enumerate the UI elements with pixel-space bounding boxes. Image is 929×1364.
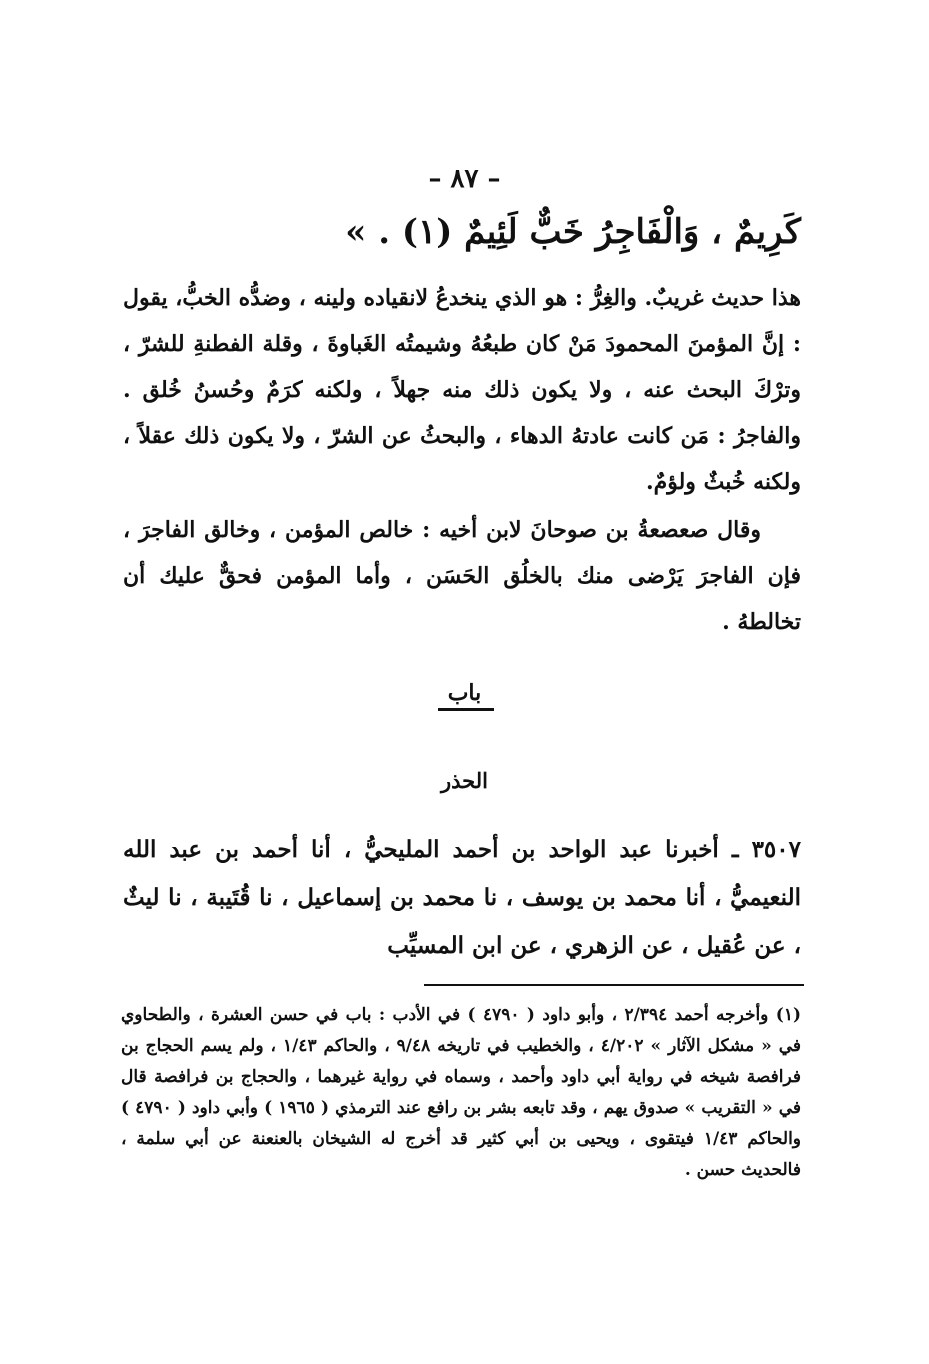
chapter-title: باب bbox=[447, 680, 482, 706]
footnote-divider bbox=[424, 984, 804, 986]
chapter-title-underline bbox=[438, 708, 494, 711]
quote-paragraph: وقال صعصعةُ بن صوحانَ لابن أخيه : خالص المؤمن ، وخالق الفاجرَ ، فإن الفاجرَ يَرْضى منك بالخلُق الحَسَن ، وأما المؤمن فحقٌّ عليك أن تخالطهُ . bbox=[123, 517, 801, 635]
footnote: (١) وأخرجه أحمد ٢/٣٩٤ ، وأبو داود ( ٤٧٩٠ ) في الأدب : باب في حسن العشرة ، والطحاوي في « مشكل الآثار » ٤/٢٠٢ ، والخطيب في تاريخه ٩/٤٨ ، والحاكم ١/٤٣ ، ولم يسم الحجاج بن فرافصة شيخه في رواية أبي داود وأحمد ، وسماه في رواية غيرهما ، والحجاج بن فرافصة قال في « التقريب » صدوق يهم ، وقد تابعه بشر بن رافع عند الترمذي ( ١٩٦٥ ) وأبي داود ( ٤٧٩٠ ) والحاكم ١/٤٣ فيتقوى ، ويحيى بن أبي كثير قد أخرج له الشيخان بالعنعنة عن أبي سلمة ، فالحديث حسن . bbox=[121, 1005, 802, 1180]
commentary-paragraph: هذا حديث غريبٌ. والغِرُّ : هو الذي ينخدعُ لانقياده ولينه ، وضدُّه الخبُّ، يقول : إنَّ المؤمنَ المحمودَ مَنْ كان طبعُهُ وشيمتُه الغَباوةَ ، وقلة الفطنةِ للشرّ ، وترْكَ البحث عنه ، ولا يكون ذلك منه جهلاً ، ولكنه كرَمٌ وحُسنُ خُلق . والفاجرُ : مَن كانت عادتهُ الدهاء ، والبحثُ عن الشرّ ، ولا يكون ذلك عقلاً ، ولكنه خُبثٌ ولؤمٌ. bbox=[123, 285, 801, 495]
page-number: – ٨٧ – bbox=[428, 164, 501, 194]
verse-line: كَرِيمٌ ، وَالْفَاجِرُ خَبٌّ لَئِيمٌ (١) . » bbox=[345, 212, 801, 252]
chapter-subtitle: الحذر bbox=[441, 768, 488, 793]
hadith-text: ٣٥٠٧ ـ أخبرنا عبد الواحد بن أحمد المليحيُّ ، أنا أحمد بن عبد الله النعيميُّ ، أنا محمد بن يوسف ، نا محمد بن إسماعيل ، نا قُتَيبة ، نا ليثٌ ، عن عُقيل ، عن الزهري ، عن ابن المسيِّب bbox=[123, 836, 801, 959]
